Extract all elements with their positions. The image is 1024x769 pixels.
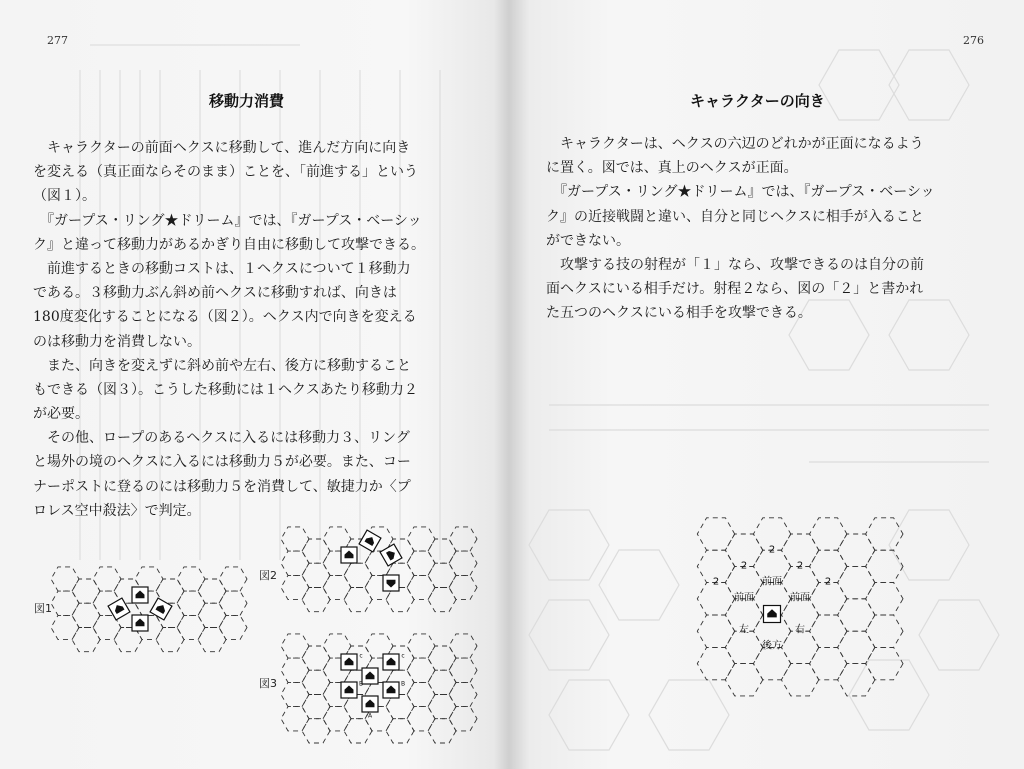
hex-cell [838, 599, 875, 631]
hex-cell [281, 575, 309, 599]
hex-cell [753, 647, 790, 679]
character-piece-icon [108, 598, 130, 620]
move-cost-mark: c [401, 652, 405, 660]
figure-3-label: 図3 [259, 677, 277, 690]
character-piece-icon [132, 615, 148, 631]
hex-cell [344, 588, 372, 612]
text-line: に置く。図では、真上のヘクスが正面。 [546, 160, 798, 177]
hex-cell [407, 551, 435, 575]
hex-cell [866, 583, 903, 615]
hex-cell [177, 615, 205, 639]
body-text [33, 136, 473, 523]
character-piece-icon [132, 587, 148, 603]
text-line: 『ガープス・リング★ドリーム』では、『ガープス・ベーシッ [546, 184, 935, 201]
hex-cell [281, 658, 309, 682]
hex-cell [725, 631, 763, 663]
hex-cell [302, 695, 330, 719]
hex-cell [407, 682, 435, 706]
hex-cell [219, 591, 247, 615]
hex-cell [302, 646, 330, 670]
hex-cell [449, 707, 477, 731]
hex-cell [72, 628, 100, 652]
text-line: もできる（図３）。こうした移動には１ヘクスあたり移動力２ [33, 381, 418, 398]
hex-cell [198, 603, 226, 627]
character-piece-icon [150, 598, 172, 620]
hex-cell [428, 670, 456, 694]
text-line: その他、ロープのあるヘクスに入るには移動力３、リング [33, 430, 410, 447]
text-line: と場外の境のヘクスに入るには移動力５が必要。また、コー [33, 454, 411, 471]
hex-cell [449, 682, 477, 706]
hex-cell [281, 527, 309, 551]
text-line: ク』と違って移動力があるかぎり自由に移動して攻撃できる。 [33, 236, 425, 253]
figure-2-label: 図2 [259, 569, 277, 582]
hex-cell [428, 563, 456, 587]
hex-cell [866, 615, 903, 647]
hex-cell [838, 664, 875, 696]
hex-cell [281, 551, 309, 575]
text-line: キャラクターは、ヘクスの六辺のどれかが正面になるよう [546, 136, 924, 152]
hex-cell [302, 719, 330, 743]
character-piece-icon [383, 682, 399, 698]
hex-cell [838, 631, 875, 663]
page-number: 277 [47, 34, 68, 47]
text-line: ができない。 [546, 232, 630, 249]
front-hex-label: 前面 [762, 576, 782, 588]
hex-cell [281, 682, 309, 706]
hex-cell [344, 563, 372, 587]
hex-cell [51, 591, 79, 615]
hex-cell [428, 719, 456, 743]
hex-cell [449, 634, 477, 658]
character-piece-icon [341, 547, 357, 563]
hex-cell [407, 634, 435, 658]
move-cost-mark: B [400, 680, 406, 688]
hex-cell [156, 628, 184, 652]
hex-cell [281, 707, 309, 731]
hex-cell [838, 566, 875, 598]
text-line: た五つのヘクスにいる相手を攻撃できる。 [546, 305, 812, 322]
hex-cell [302, 588, 330, 612]
left-hex-label: 左 [739, 624, 749, 636]
hex-cell [302, 670, 330, 694]
hex-cell [302, 539, 330, 563]
text-line: 『ガープス・リング★ドリーム』では、『ガープス・ベーシッ [33, 212, 422, 229]
text-line: ナーポストに登るのには移動力５を消費して、敏捷力か〈プ [33, 478, 411, 495]
section-heading: 移動力消費 [209, 92, 285, 110]
character-piece-icon [362, 668, 378, 684]
hex-cell [219, 567, 247, 591]
figure-1-label: 図1 [34, 602, 52, 615]
hex-cell [810, 615, 847, 647]
hex-cell [219, 615, 247, 639]
hex-cell [697, 647, 734, 679]
back-hex-label: 後方 [762, 640, 782, 652]
hex-cell [198, 628, 226, 652]
hex-grid [281, 634, 477, 743]
character-piece-icon [380, 544, 402, 566]
range-2-label-upper-left: 2 [740, 560, 748, 572]
figure-3-hex-diagram [285, 632, 485, 742]
hex-cell [428, 695, 456, 719]
hex-cell [697, 615, 734, 647]
text-line: ロレス空中殺法〉で判定。 [33, 502, 201, 519]
hex-cell [449, 658, 477, 682]
page-number: 276 [963, 34, 984, 47]
hex-cell [407, 658, 435, 682]
hex-cell [810, 518, 847, 550]
facing-hex-diagram [684, 495, 874, 675]
hex-cell [810, 647, 847, 679]
character-piece-icon [764, 606, 781, 623]
hex-cell [281, 634, 309, 658]
range-2-label-top-left: 2 [768, 544, 776, 556]
text-line: キャラクターの前面ヘクスに移動して、進んだ方向に向き [33, 140, 411, 156]
range-2-label-right: 2 [824, 576, 832, 588]
hex-cell [449, 527, 477, 551]
text-line: を変える（真正面ならそのまま）ことを、「前進する」という [33, 164, 418, 181]
move-cost-mark: c [359, 652, 363, 660]
hex-cell [428, 539, 456, 563]
front-left-hex-label: 前面 [734, 592, 754, 604]
text-line: また、向きを変えずに斜め前や左右、後方に移動すること [33, 357, 411, 374]
hex-cell [407, 575, 435, 599]
text-line: 180度変化することになる（図２）。ヘクス内で向きを変える [33, 309, 417, 326]
text-line: 前進するときの移動コストは、１ヘクスについて１移動力 [33, 260, 411, 277]
hex-cell [51, 567, 79, 591]
character-piece-icon [341, 654, 357, 670]
text-line: ク』の近接戦闘と違い、自分と同じヘクスに相手が入ること [546, 208, 924, 225]
hex-cell [198, 579, 226, 603]
text-line: （図１）。 [33, 188, 96, 205]
range-2-label-upper-right: 2 [796, 560, 804, 572]
character-piece-icon [362, 696, 378, 712]
move-cost-mark: B [358, 680, 364, 688]
left-page [0, 0, 509, 769]
hex-cell [697, 518, 734, 550]
hex-cell [72, 603, 100, 627]
hex-cell [866, 518, 903, 550]
hex-grid [51, 567, 247, 652]
character-piece-icon [383, 575, 399, 591]
right-page [509, 0, 1024, 769]
hex-cell [449, 551, 477, 575]
hex-cell [323, 575, 351, 599]
hex-cell [323, 707, 351, 731]
hex-cell [725, 664, 763, 696]
hex-cell [781, 664, 818, 696]
hex-cell [838, 534, 875, 566]
hex-cell [866, 550, 903, 582]
text-line: のは移動力を消費しない。 [33, 333, 201, 350]
text-line: 攻撃する技の射程が「１」なら、攻撃できるのは自分の前 [546, 256, 924, 273]
section-heading: キャラクターの向き [690, 92, 825, 110]
hex-cell [428, 646, 456, 670]
hex-cell [344, 719, 372, 743]
hex-cell [866, 647, 903, 679]
move-cost-mark: A [367, 712, 373, 720]
character-piece-icon [383, 654, 399, 670]
right-hex-label: 右 [795, 624, 805, 636]
figure-2-hex-diagram [285, 525, 485, 615]
hex-cell [93, 567, 121, 591]
hex-cell [428, 588, 456, 612]
hex-cell [386, 719, 414, 743]
character-piece-icon [359, 530, 381, 552]
hex-cell [449, 575, 477, 599]
front-right-hex-label: 前面 [790, 592, 810, 604]
hex-cell [177, 591, 205, 615]
hex-cell [72, 579, 100, 603]
character-piece-icon [341, 682, 357, 698]
hex-cell [407, 527, 435, 551]
text-line: 面ヘクスにいる相手だけ。射程２なら、図の「２」と書かれ [546, 281, 924, 298]
hex-cell [51, 615, 79, 639]
hex-cell [302, 563, 330, 587]
text-line: が必要。 [33, 406, 89, 423]
hex-cell [781, 631, 818, 663]
hex-grid [697, 518, 903, 696]
range-2-label-left: 2 [712, 576, 720, 588]
figure-1-hex-diagram [55, 565, 255, 655]
hex-cell [177, 567, 205, 591]
text-line: である。３移動力ぶん斜め前ヘクスに移動すれば、向きは [33, 285, 397, 302]
hex-cell [407, 707, 435, 731]
body-text [546, 132, 996, 326]
